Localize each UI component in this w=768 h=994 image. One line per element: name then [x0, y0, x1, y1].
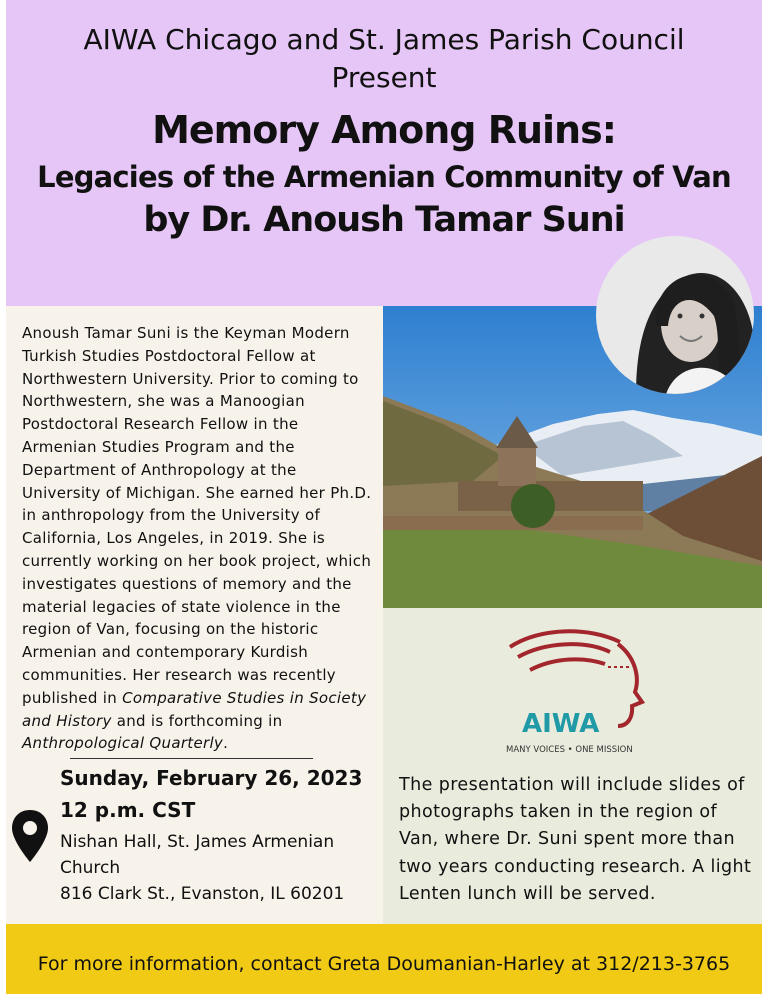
present-line: Present — [331, 61, 437, 94]
bio-text: Anoush Tamar Suni is the Keyman Modern Turkish Studies Postdoctoral Fellow at Northwestern University. Prior to coming to Northwestern, she was a Manoogian Postdoctoral Research Fellow in the Armenian Studies Program and the Department of Anthropology at the University of Michigan. She earned her Ph.D. in anthropology from the University of California, Los Angeles, in 2019. She is currently working on her book project, which investigates questions of memory and the material legacies of state violence in the region of Van, focusing on the historic Armenian and contemporary Kurdish communities. Her research was recently published in — [22, 324, 372, 707]
event-date: Sunday, February 26, 2023 — [60, 766, 363, 790]
contact-info: For more information, contact Greta Doumanian-Harley at 312/213-3765 — [37, 953, 731, 975]
bio-text-middle: and is forthcoming in — [111, 711, 283, 730]
speaker-portrait — [596, 236, 754, 394]
event-location: Nishan Hall, St. James Armenian — [60, 832, 335, 852]
presenters-line: AIWA Chicago and St. James Parish Council — [83, 23, 685, 56]
event-title: Memory Among Ruins: — [152, 108, 616, 152]
speaker-byline: by Dr. Anoush Tamar Suni — [143, 200, 625, 240]
event-address: 816 Clark St., Evanston, IL 60201 — [60, 884, 345, 904]
logo-name: AIWA — [522, 709, 600, 739]
event-time: 12 p.m. CST — [60, 798, 196, 822]
event-location-cont: Church — [60, 858, 121, 878]
bio-text-end: . — [223, 734, 229, 753]
journal-title: Anthropological Quarterly — [22, 734, 224, 753]
event-subtitle: Legacies of the Armenian Community of Van — [37, 160, 731, 194]
logo-tagline: MANY VOICES • ONE MISSION — [506, 745, 633, 755]
aiwa-logo — [500, 622, 660, 762]
presentation-note: The presentation will include slides of photographs taken in the region of Van, where Dr. Suni spent more than two years conducting research. A light Lenten lunch will be served. — [399, 775, 752, 904]
divider — [70, 758, 313, 759]
location-pin-icon — [10, 808, 50, 864]
journal-title: Comparative Studies in Society and History — [22, 688, 367, 730]
speaker-bio — [22, 322, 376, 755]
